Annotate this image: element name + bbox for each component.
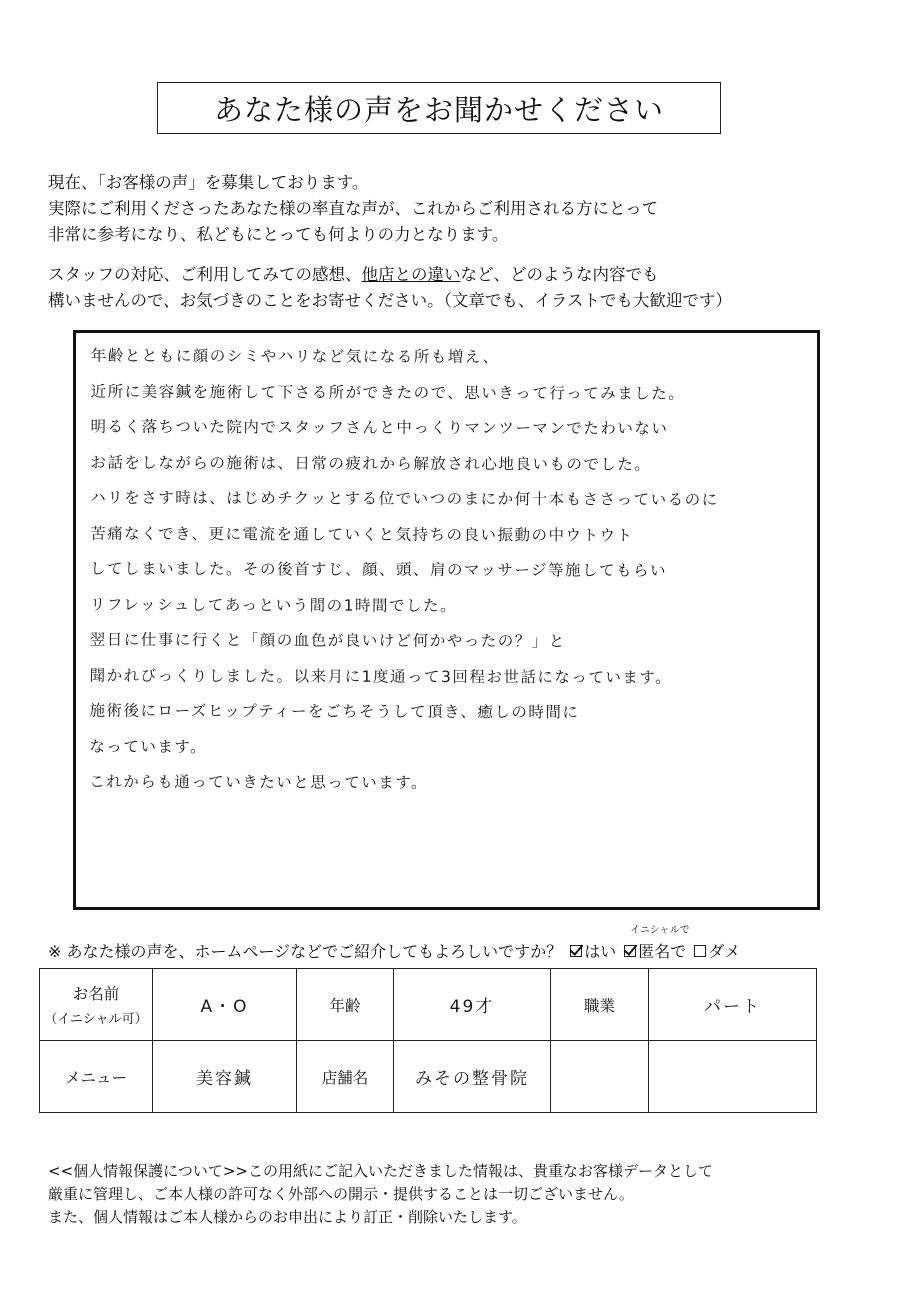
handwritten-line: 明るく落ちついた院内でスタッフさんと中っくりマンツーマンでたわいない xyxy=(90,417,669,438)
handwritten-line: お話をしながらの施術は、日常の疲れから解放され心地良いものでした。 xyxy=(90,453,652,474)
handwritten-line: 年齢とともに顔のシミやハリなど気になる所も増え、 xyxy=(90,346,500,367)
intro-line xyxy=(48,262,868,288)
intro-line: 実際にご利用くださったあなた様の率直な声が、これからご利用される方にとって xyxy=(48,199,659,218)
handwritten-line: 聞かれびっくりしました。以来月に1度通って3回程お世話になっています。 xyxy=(89,666,673,687)
consent-yes-option[interactable] xyxy=(570,939,616,962)
store-value-cell[interactable] xyxy=(394,1041,551,1113)
page-title xyxy=(157,82,721,134)
menu-value-cell[interactable] xyxy=(153,1041,297,1113)
menu-value: 美容鍼 xyxy=(196,1069,253,1089)
privacy-notice xyxy=(48,1160,878,1229)
consent-row xyxy=(48,925,888,962)
initials-note: イニシャルで xyxy=(630,925,690,936)
job-value: パート xyxy=(704,997,761,1017)
handwritten-line: これからも通っていきたいと思っています。 xyxy=(89,772,429,792)
store-label: 店舗名 xyxy=(321,1068,369,1087)
handwritten-comment xyxy=(89,339,811,803)
name-label-cell xyxy=(40,969,153,1041)
name-value: A・O xyxy=(200,997,249,1017)
store-label-cell xyxy=(297,1041,394,1113)
intro-line: 構いませんので、お気づきのことをお寄せください。（文章でも、イラストでも大歓迎です） xyxy=(48,291,732,310)
handwritten-line: なっています。 xyxy=(89,737,208,756)
info-table xyxy=(39,968,817,1113)
menu-label: メニュー xyxy=(64,1068,127,1087)
handwritten-line: 近所に美容鍼を施術して下さる所ができたので、思いきって行ってみました。 xyxy=(90,382,686,403)
name-sub-label: （イニシャル可） xyxy=(44,1012,148,1027)
intro-text xyxy=(48,170,868,314)
age-value-cell[interactable] xyxy=(394,969,551,1041)
intro-line4-underlined: 他店との違い xyxy=(361,265,461,284)
job-value-cell[interactable] xyxy=(649,969,817,1041)
handwritten-line: してしまいました。その後首すじ、顔、頭、肩のマッサージ等施してもらい xyxy=(89,559,668,580)
privacy-line: 厳重に管理し、ご本人様の許可なく外部への開示・提供することは一切ございません。 xyxy=(48,1185,634,1203)
handwritten-line: 苦痛なくでき、更に電流を通していくと気持ちの良い振動の中ウトウト xyxy=(90,524,634,545)
anonymous-checkbox[interactable] xyxy=(624,945,636,957)
no-checkbox[interactable] xyxy=(694,945,706,957)
intro-line: 現在、「お客様の声」を募集しております。 xyxy=(48,173,369,192)
no-label: ダメ xyxy=(708,942,741,961)
name-value-cell[interactable] xyxy=(153,969,297,1041)
name-label: お名前 xyxy=(72,985,120,1003)
intro-line: 非常に参考になり、私どもにとっても何よりの力となります。 xyxy=(48,225,509,244)
yes-checkbox[interactable] xyxy=(570,945,582,957)
age-label-cell xyxy=(297,969,394,1041)
consent-question: ※ あなた様の声を、ホームページなどでご紹介してもよろしいですか？ xyxy=(48,942,563,961)
intro-line4-before: スタッフの対応、ご利用してみての感想、 xyxy=(48,265,362,284)
age-label: 年齢 xyxy=(329,996,361,1015)
handwritten-line: ハリをさす時は、はじめチクッとする位でいつのまにか何十本もささっているのに xyxy=(90,488,719,509)
privacy-line: また、個人情報はご本人様からのお申出により訂正・削除いたします。 xyxy=(48,1208,527,1226)
empty-cell xyxy=(649,1041,817,1113)
intro-line4-after: など、どのような内容でも xyxy=(460,265,659,284)
handwritten-line: 翌日に仕事に行くと「顔の血色が良いけど何かやったの？」と xyxy=(89,630,566,651)
consent-anonymous-option[interactable] xyxy=(624,925,690,962)
job-label-cell xyxy=(551,969,649,1041)
job-label: 職業 xyxy=(583,996,615,1015)
page-title-text: あなた様の声をお聞かせください xyxy=(213,92,664,127)
store-value: みその整骨院 xyxy=(415,1069,529,1089)
privacy-line: <<個人情報保護について>>この用紙にご記入いただきました情報は、貴重なお客様データとして xyxy=(48,1162,713,1180)
anonymous-label: 匿名で xyxy=(638,942,687,961)
empty-cell xyxy=(551,1041,649,1113)
handwritten-line: リフレッシュしてあっという間の1時間でした。 xyxy=(89,595,458,615)
yes-label: はい xyxy=(584,942,617,961)
menu-label-cell xyxy=(40,1041,153,1113)
consent-no-option[interactable] xyxy=(694,939,740,962)
age-value: 49才 xyxy=(449,997,495,1017)
handwritten-line: 施術後にローズヒップティーをごちそうして頂き、癒しの時間に xyxy=(89,701,580,722)
